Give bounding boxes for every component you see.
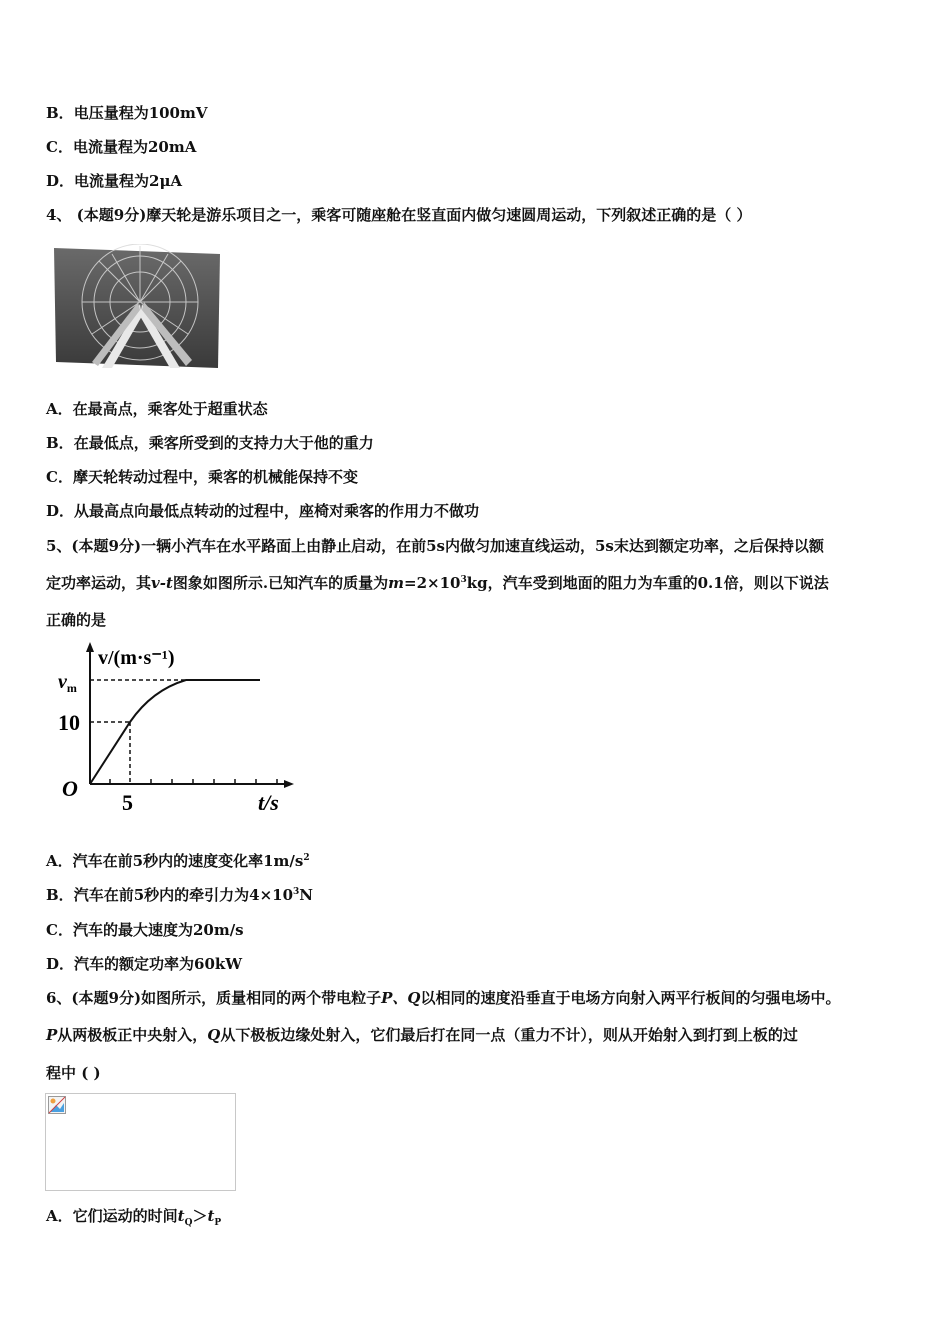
y-axis-label: v/(m·s⁻¹) [98, 647, 175, 669]
vt-graph [52, 638, 302, 826]
broken-image-icon [48, 1096, 66, 1114]
q4-option-a: A．在最高点，乘客处于超重状态 [46, 400, 268, 418]
q6-stem-line1: 6、(本题9分)如图所示，质量相同的两个带电粒子P、Q以相同的速度沿垂直于电场方向射入两平行板间的匀强电场中。 [46, 989, 841, 1007]
q5-option-b: B．汽车在前5秒内的牵引力为$4\times 10^3N$ [46, 886, 313, 904]
y-tick-10: 10 [58, 710, 80, 735]
origin-label: O [62, 776, 78, 801]
q3-option-d: D．电流量程为2μA [46, 172, 183, 190]
q5-option-d: D．汽车的额定功率为60kW [46, 955, 243, 973]
q5-stem-line3: 正确的是 [46, 611, 107, 629]
q5-option-c: C．汽车的最大速度为20m/s [46, 921, 244, 939]
vm-label: $v_m$ [58, 671, 77, 695]
x-axis-label: t/s [258, 790, 279, 815]
ferris-wheel-photo [52, 244, 222, 370]
q5-stem-line1: 5、(本题9分)一辆小汽车在水平路面上由静止启动，在前5s内做匀加速直线运动，5s末达到额定功率，之后保持以额 [46, 537, 824, 555]
broken-image-placeholder [45, 1093, 236, 1191]
x-axis-arrow [284, 780, 294, 788]
q4-option-b: B．在最低点，乘客所受到的支持力大于他的重力 [46, 434, 374, 452]
q5-stem-line2: 定功率运动，其v-t图象如图所示.已知汽车的质量为$m=2\times 10^3kg$，汽车受到地面的阻力为车重的0.1倍，则以下说法 [46, 574, 829, 592]
y-axis-arrow [86, 642, 94, 652]
q4-option-c: C．摩天轮转动过程中，乘客的机械能保持不变 [46, 468, 358, 486]
q4-option-d: D．从最高点向最低点转动的过程中，座椅对乘客的作用力不做功 [46, 502, 480, 520]
q4-stem: 4、 (本题9分)摩天轮是游乐项目之一，乘客可随座舱在竖直面内做匀速圆周运动，下列叙述正确的是（ ） [46, 206, 752, 224]
q5-option-a: A．汽车在前5秒内的速度变化率$1m/s^2$ [46, 852, 310, 870]
q6-option-a: A．它们运动的时间$t_Q>t_P$ [46, 1207, 222, 1228]
q3-option-b: B．电压量程为100mV [46, 104, 208, 122]
q6-stem-line2: P从两极板正中央射入，Q从下极板边缘处射入，它们最后打在同一点（重力不计），则从开始射入到打到上板的过 [46, 1026, 798, 1044]
q6-stem-line3: 程中 ( ) [46, 1064, 101, 1082]
x-tick-5: 5 [122, 790, 133, 815]
vt-curve [90, 680, 260, 784]
q3-option-c: C．电流量程为20mA [46, 138, 197, 156]
